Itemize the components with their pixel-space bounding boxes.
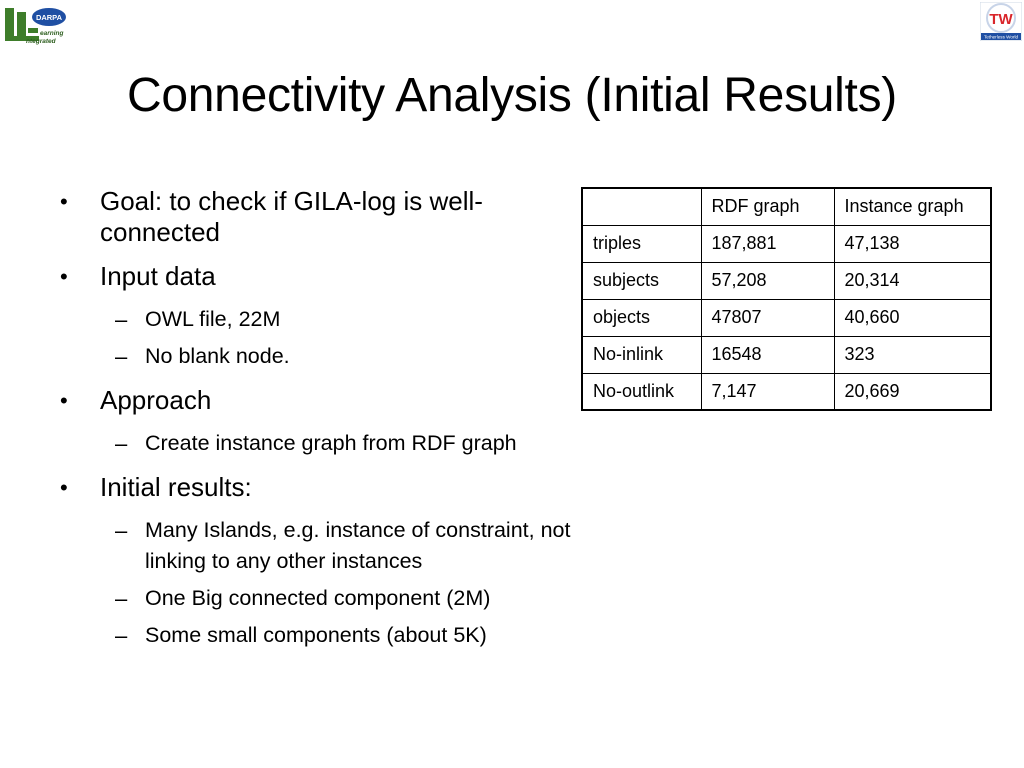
- logo-line-integrated: ntegrated: [26, 38, 56, 45]
- bullet-text: Input data: [100, 261, 216, 291]
- learning-integrated-logo-graphic: [4, 5, 68, 45]
- row-label: No-outlink: [582, 373, 701, 410]
- sub-bullet-list: [100, 428, 600, 459]
- sub-bullet: [100, 515, 600, 577]
- sub-bullet-list: [100, 304, 600, 372]
- bullet-dot-icon: •: [60, 189, 68, 214]
- sub-bullet-text: Create instance graph from RDF graph: [145, 431, 517, 455]
- bullet-dot-icon: •: [60, 475, 68, 500]
- table-cell: 20,314: [834, 262, 991, 299]
- dash-icon: –: [115, 307, 128, 332]
- sub-bullet-text: OWL file, 22M: [145, 307, 281, 331]
- table-row: [582, 336, 991, 373]
- table-cell: 7,147: [701, 373, 834, 410]
- table-row: [582, 299, 991, 336]
- bullet-approach: [60, 385, 600, 459]
- learning-integrated-logo: [4, 5, 68, 45]
- dash-icon: –: [115, 344, 128, 369]
- table-cell: 57,208: [701, 262, 834, 299]
- bullet-initial-results: [60, 472, 600, 651]
- table-cell: 47,138: [834, 225, 991, 262]
- sub-bullet: [100, 583, 600, 614]
- bullet-dot-icon: •: [60, 264, 68, 289]
- sub-bullet-list: [100, 515, 600, 651]
- bullet-input-data: [60, 261, 600, 372]
- bullet-text: Goal: to check if GILA-log is well-connected: [100, 186, 483, 247]
- table-cell: 323: [834, 336, 991, 373]
- row-label: objects: [582, 299, 701, 336]
- row-label: No-inlink: [582, 336, 701, 373]
- darpa-badge-text: DARPA: [35, 13, 63, 22]
- table-cell: 20,669: [834, 373, 991, 410]
- logo-line-learning: earning: [40, 30, 64, 37]
- bullet-list: [60, 186, 600, 664]
- header-cell: RDF graph: [701, 188, 834, 225]
- tw-caption-text: Tetherless World: [983, 34, 1019, 40]
- tetherless-world-logo: [980, 2, 1022, 41]
- graph-statistics-table: [581, 187, 992, 411]
- table-row: [582, 262, 991, 299]
- sub-bullet: [100, 304, 600, 335]
- sub-bullet: [100, 428, 600, 459]
- sub-bullet-text: Many Islands, e.g. instance of constraint, not linking to any other instances: [145, 518, 571, 573]
- sub-bullet-text: No blank node.: [145, 344, 290, 368]
- table-cell: 187,881: [701, 225, 834, 262]
- table-cell: 40,660: [834, 299, 991, 336]
- slide-title: Connectivity Analysis (Initial Results): [127, 69, 897, 122]
- dash-icon: –: [115, 623, 128, 648]
- sub-bullet: [100, 620, 600, 651]
- sub-bullet: [100, 341, 600, 372]
- dash-icon: –: [115, 431, 128, 456]
- bullet-text: Initial results:: [100, 472, 252, 502]
- table-header-row: [582, 188, 991, 225]
- header-cell: [582, 188, 701, 225]
- sub-bullet-text: One Big connected component (2M): [145, 586, 491, 610]
- tw-mark-text: TW: [989, 11, 1013, 28]
- bullet-goal: [60, 186, 600, 248]
- dash-icon: –: [115, 518, 128, 543]
- table-row: [582, 373, 991, 410]
- table-cell: 16548: [701, 336, 834, 373]
- dash-icon: –: [115, 586, 128, 611]
- bullet-dot-icon: •: [60, 388, 68, 413]
- table-row: [582, 225, 991, 262]
- header-cell: Instance graph: [834, 188, 991, 225]
- tetherless-world-logo-graphic: [980, 2, 1022, 41]
- bullet-text: Approach: [100, 385, 212, 415]
- row-label: triples: [582, 225, 701, 262]
- row-label: subjects: [582, 262, 701, 299]
- table-cell: 47807: [701, 299, 834, 336]
- sub-bullet-text: Some small components (about 5K): [145, 623, 487, 647]
